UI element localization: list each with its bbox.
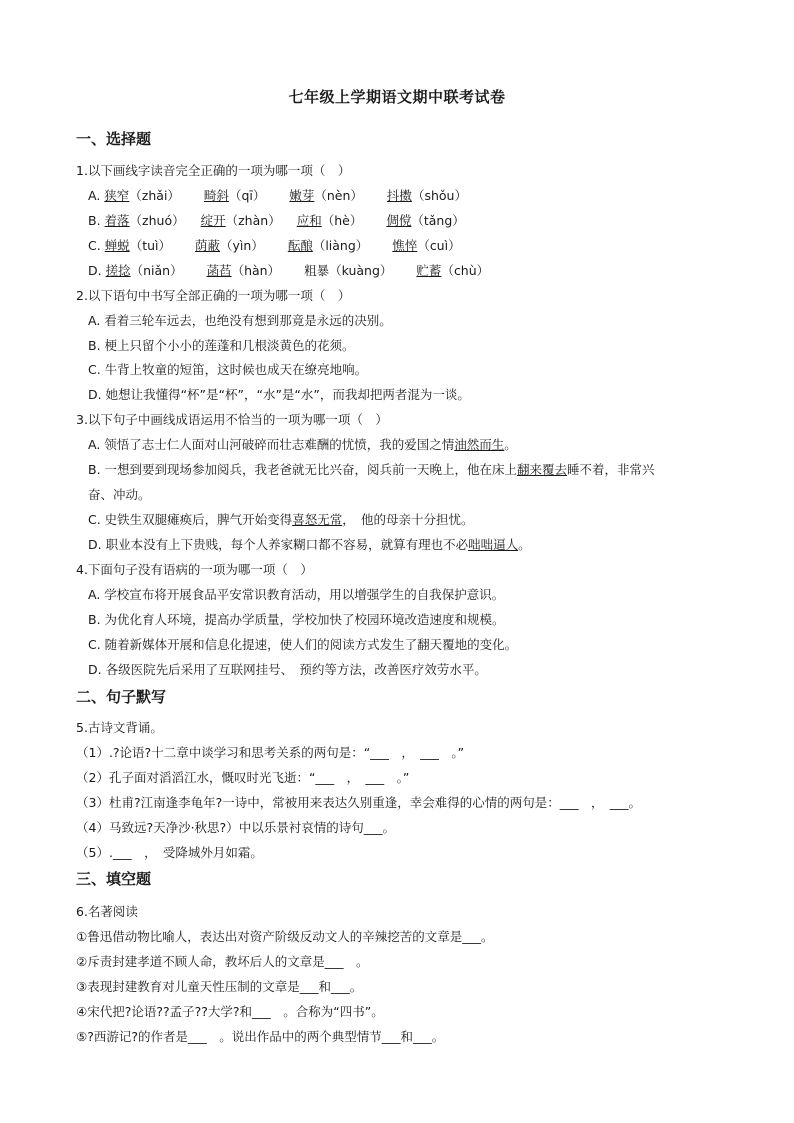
pinyin: （tǎng） bbox=[411, 213, 465, 228]
question-5-item-1: （1）.?论语?十二章中谈学习和思考关系的两句是：“___ ， ___ 。” bbox=[76, 745, 465, 760]
underlined-word: 狭窄 bbox=[104, 188, 130, 203]
underlined-word: 酝酿 bbox=[287, 238, 313, 253]
question-5-item-2: （2）孔子面对滔滔江水，慨叹时光飞逝：“___ ， ___ 。” bbox=[76, 770, 410, 785]
word: 粗暴 bbox=[304, 263, 330, 278]
question-5-item-3: （3）杜甫?江南逢李龟年?一诗中，常被用来表达久别重逢，幸会难得的心情的两句是：___ ， ___。 bbox=[76, 795, 641, 810]
question-5-item-4: （4）马致远?天净沙·秋思?）中以乐景衬哀情的诗句___。 bbox=[76, 820, 395, 835]
option-text: C. 史铁生双腿瘫痪后，脾气开始变得 bbox=[88, 512, 293, 527]
option-text: D. 职业本没有上下贵贱，每个人养家糊口都不容易，就算有理也不必 bbox=[88, 537, 469, 552]
pinyin: （yìn） bbox=[220, 238, 264, 253]
question-2-option-c: C. 牛背上牧童的短笛，这时候也成天在缭亮地响。 bbox=[88, 362, 368, 377]
underlined-word: 蝉蜕 bbox=[104, 238, 130, 253]
pinyin: （niǎn） bbox=[130, 263, 183, 278]
question-1-stem: 1.以下画线字读音完全正确的一项为哪一项（ ） bbox=[76, 163, 351, 178]
question-3-stem: 3.以下句子中画线成语运用不恰当的一项为哪一项（ ） bbox=[76, 412, 388, 427]
question-6-item-3: ③表现封建教育对儿童天性压制的文章是___和___。 bbox=[76, 979, 363, 994]
underlined-word: 着落 bbox=[104, 213, 130, 228]
underlined-word: 绽开 bbox=[200, 213, 226, 228]
pinyin: （hè） bbox=[321, 213, 363, 228]
option-prefix: D. bbox=[88, 263, 106, 278]
pinyin: （shǒu） bbox=[411, 188, 467, 203]
question-3-option-a bbox=[88, 436, 517, 454]
question-4-option-a: A. 学校宣布将开展食品平安常识教育活动，用以增强学生的自我保护意识。 bbox=[88, 587, 505, 602]
underlined-idiom: 咄咄逼人 bbox=[468, 537, 519, 552]
option-prefix: B. bbox=[88, 213, 105, 228]
underlined-word: 菡萏 bbox=[206, 263, 232, 278]
question-3-option-b bbox=[88, 461, 655, 479]
underlined-word: 贮蓄 bbox=[416, 263, 442, 278]
question-5-item-5: （5）.___ ， 受降城外月如霜。 bbox=[76, 845, 263, 860]
question-1-option-b bbox=[88, 212, 465, 230]
question-2-option-b: B. 梗上只留个小小的莲蓬和几根淡黄色的花须。 bbox=[88, 338, 355, 353]
pinyin: （nèn） bbox=[314, 188, 363, 203]
section-heading-choice: 一、选择题 bbox=[76, 130, 152, 148]
question-1-option-a bbox=[88, 187, 467, 205]
underlined-word: 应和 bbox=[296, 213, 322, 228]
underlined-idiom: 油然而生 bbox=[454, 437, 505, 452]
question-2-stem: 2.以下语句中书写全部正确的一项为哪一项（ ） bbox=[76, 288, 351, 303]
pinyin: （zhàn） bbox=[225, 213, 281, 228]
question-6-item-5: ⑤?西游记?的作者是___ 。说出作品中的两个典型情节___和___。 bbox=[76, 1029, 445, 1044]
question-2-option-d: D. 她想让我懂得“杯”是“杯”，“水”是“水”，而我却把两者混为一谈。 bbox=[88, 387, 470, 402]
question-6-item-2: ②斥责封建孝道不顾人命，教坏后人的文章是___ 。 bbox=[76, 954, 369, 969]
pinyin: （qī） bbox=[228, 188, 266, 203]
pinyin: （kuàng） bbox=[329, 263, 393, 278]
option-text: 睡不着，非常兴 bbox=[567, 462, 655, 477]
question-2-option-a: A. 看着三轮车远去，也绝没有想到那竟是永远的决别。 bbox=[88, 313, 392, 328]
pinyin: （cuì） bbox=[417, 238, 461, 253]
question-3-option-b-continued: 奋、冲动。 bbox=[88, 487, 151, 502]
underlined-word: 憔悴 bbox=[392, 238, 418, 253]
pinyin: （chù） bbox=[441, 263, 490, 278]
underlined-word: 倜傥 bbox=[386, 213, 412, 228]
underlined-word: 嫩芽 bbox=[289, 188, 315, 203]
underlined-word: 荫蔽 bbox=[195, 238, 221, 253]
question-6-item-1: ①鲁迅借动物比喻人，表达出对资产阶级反动文人的辛辣挖苦的文章是___。 bbox=[76, 929, 494, 944]
pinyin: （zhǎi） bbox=[129, 188, 180, 203]
question-3-option-c bbox=[88, 511, 473, 529]
section-heading-fill-blank: 三、填空题 bbox=[76, 870, 152, 888]
option-prefix: A. bbox=[88, 188, 105, 203]
option-text: 。 bbox=[504, 437, 517, 452]
pinyin: （zhuó） bbox=[129, 213, 185, 228]
question-3-option-d bbox=[88, 536, 531, 554]
pinyin: （hàn） bbox=[231, 263, 281, 278]
option-text: 。 bbox=[518, 537, 531, 552]
option-prefix: C. bbox=[88, 238, 105, 253]
underlined-word: 搓捻 bbox=[105, 263, 131, 278]
option-text: B. 一想到要到现场参加阅兵，我老爸就无比兴奋，阅兵前一天晚上，他在床上 bbox=[88, 462, 518, 477]
question-4-option-d: D. 各级医院先后采用了互联网挂号、 预约等方法，改善医疗效劳水平。 bbox=[88, 662, 487, 677]
underlined-word: 抖擞 bbox=[386, 188, 412, 203]
question-5-stem: 5.古诗文背诵。 bbox=[76, 720, 163, 735]
question-4-option-c: C. 随着新媒体开展和信息化提速，使人们的阅读方式发生了翻天覆地的变化。 bbox=[88, 637, 518, 652]
question-4-option-b: B. 为优化育人环境，提高办学质量，学校加快了校园环境改造速度和规模。 bbox=[88, 612, 505, 627]
underlined-word: 畸斜 bbox=[203, 188, 229, 203]
pinyin: （liàng） bbox=[312, 238, 369, 253]
section-heading-recitation: 二、句子默写 bbox=[76, 688, 167, 706]
pinyin: （tuì） bbox=[129, 238, 171, 253]
option-text: A. 领悟了志士仁人面对山河破碎而壮志难酬的忧愤，我的爱国之情 bbox=[88, 437, 455, 452]
question-1-option-c bbox=[88, 237, 461, 255]
underlined-idiom: 喜怒无常 bbox=[292, 512, 343, 527]
question-1-option-d bbox=[88, 262, 489, 280]
question-6-stem: 6.名著阅读 bbox=[76, 904, 138, 919]
underlined-idiom: 翻来覆去 bbox=[517, 462, 568, 477]
question-6-item-4: ④宋代把?论语??孟子??大学?和___ 。合称为“四书”。 bbox=[76, 1004, 384, 1019]
question-4-stem: 4.下面句子没有语病的一项为哪一项（ ） bbox=[76, 562, 313, 577]
page-title: 七年级上学期语文期中联考试卷 bbox=[288, 88, 506, 106]
option-text: ， 他的母亲十分担忧。 bbox=[342, 512, 474, 527]
